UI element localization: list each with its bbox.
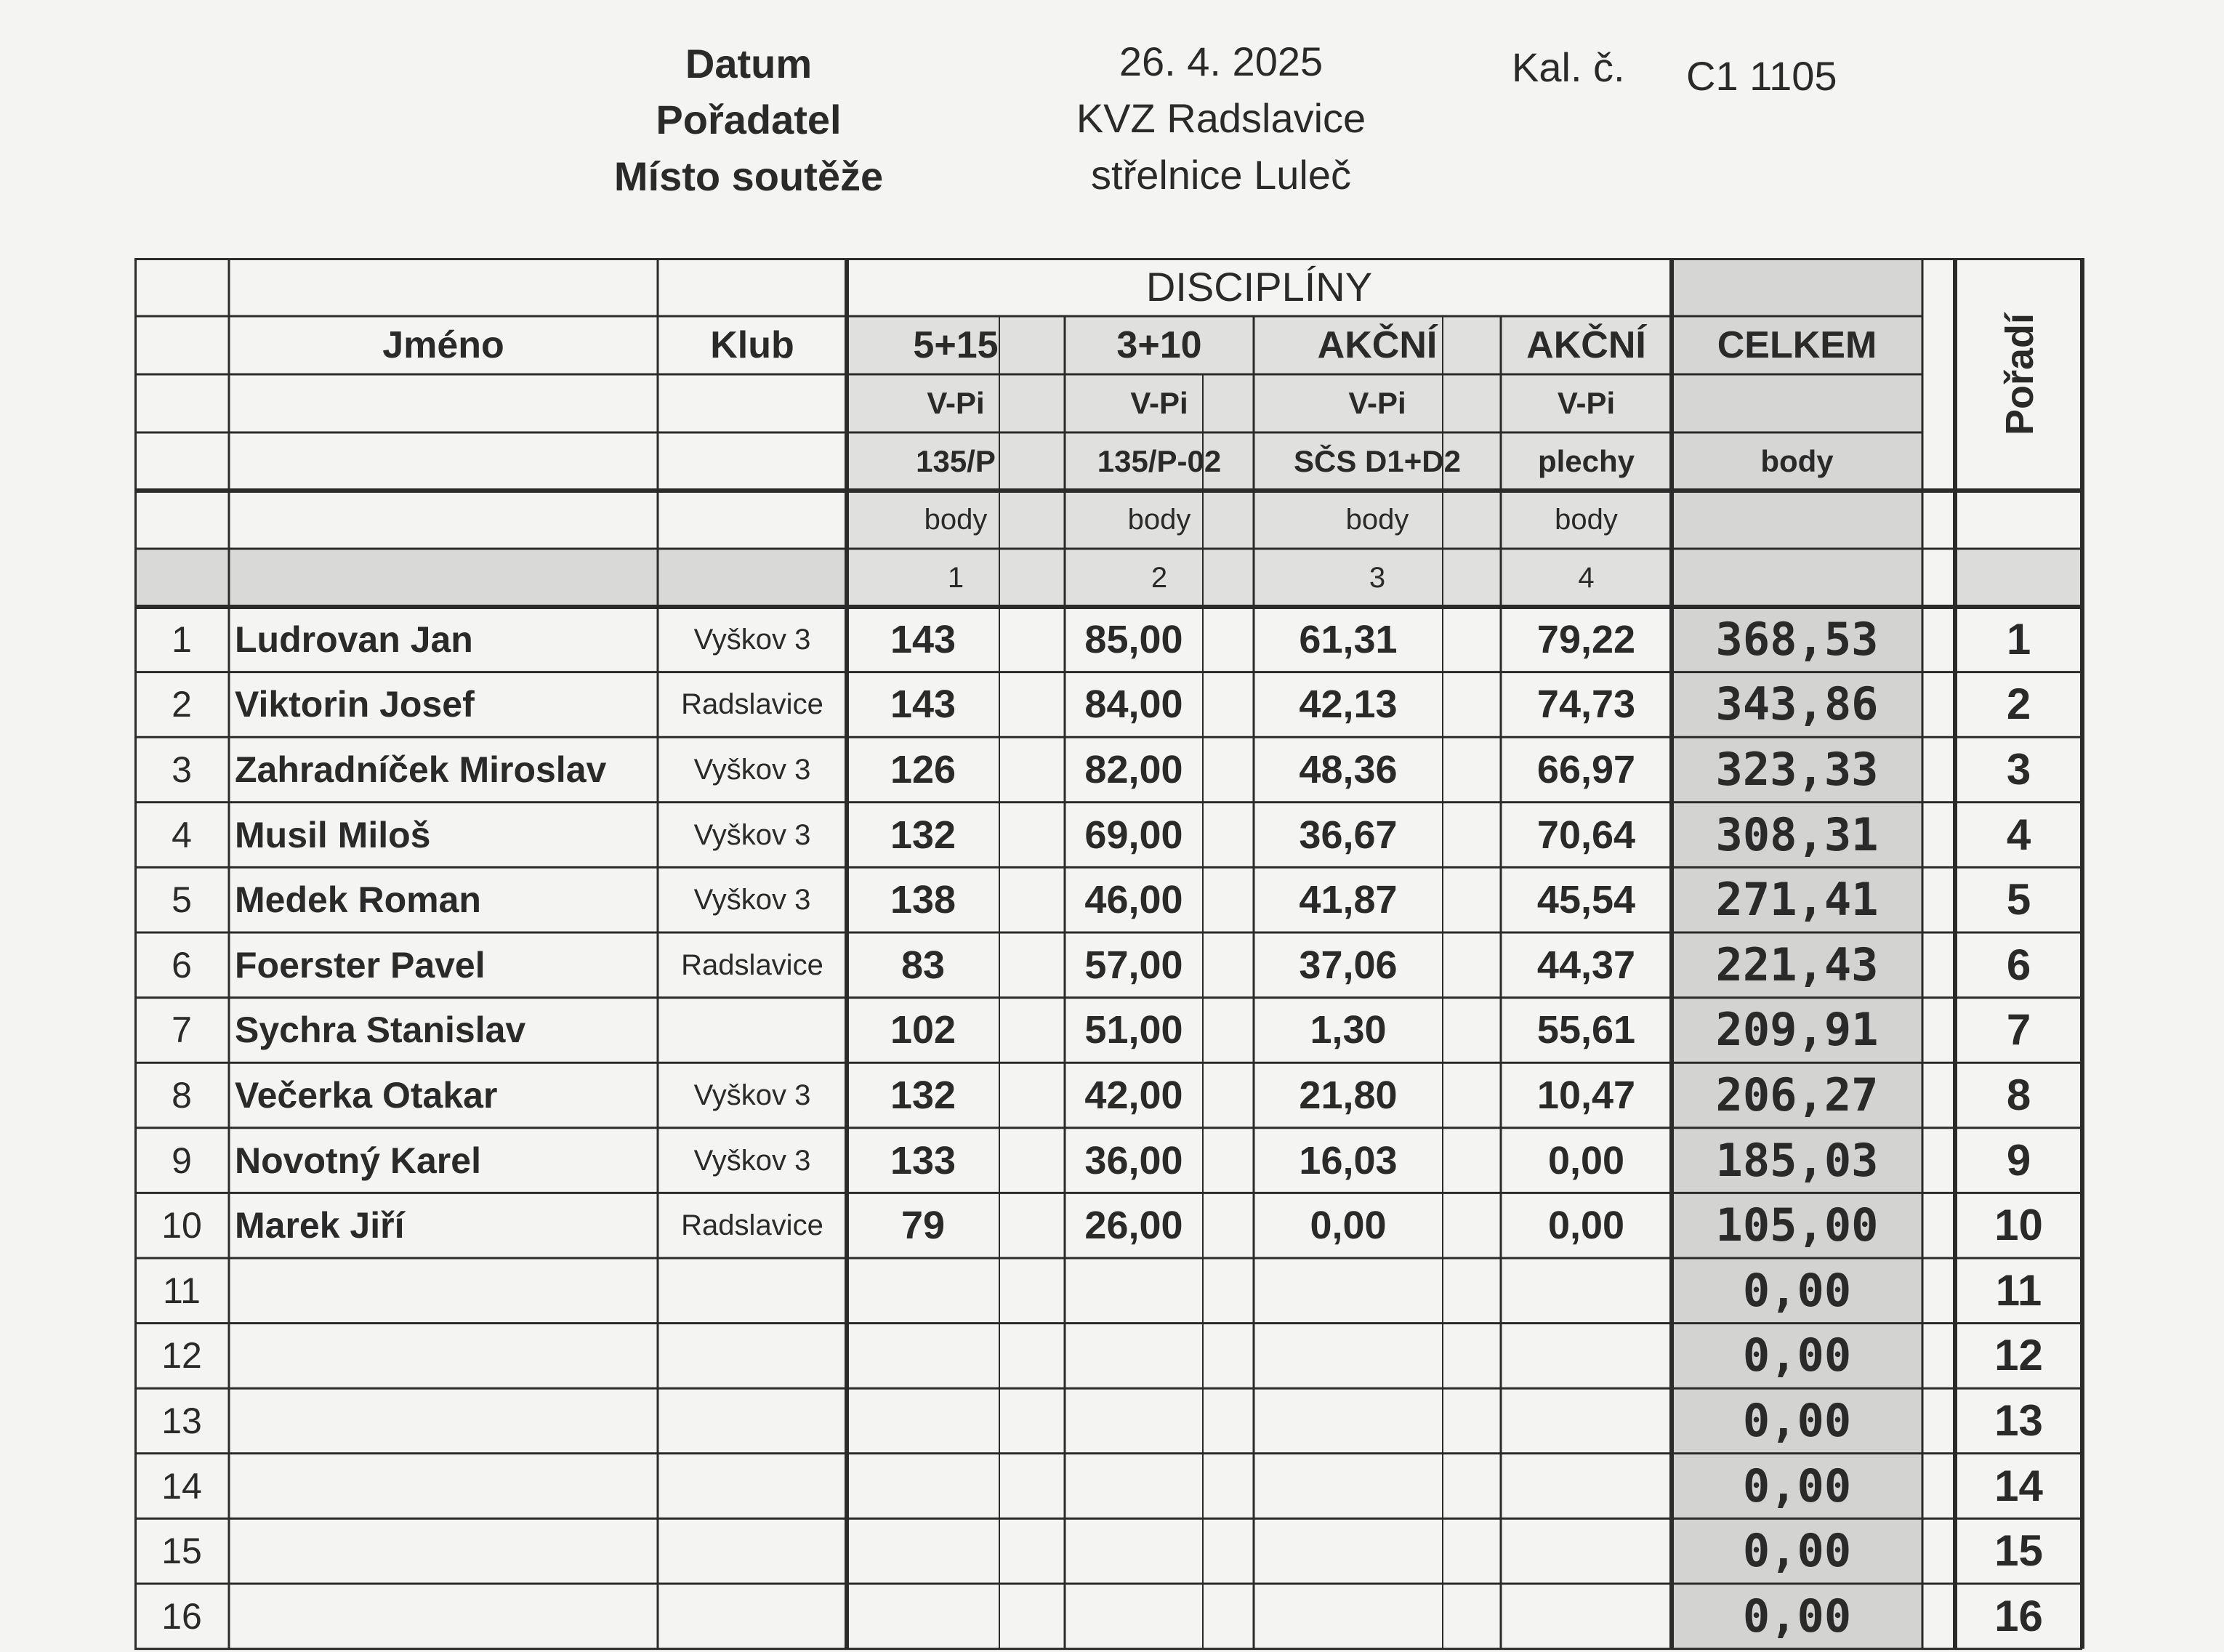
score-total: 0,00 [1742, 1524, 1852, 1578]
competitor-name [229, 1258, 664, 1323]
discipline-2-code: 135/P-02 [1097, 444, 1222, 478]
score-discipline-2 [1050, 1323, 1217, 1389]
score-discipline-1: 143 [890, 617, 956, 661]
discipline-1-code: 135/P [916, 444, 996, 478]
organizer-value: KVZ Radslavice [1076, 95, 1366, 141]
score-total: 323,33 [1715, 742, 1879, 796]
rank-shade [1955, 549, 2082, 607]
competitor-name [229, 1518, 664, 1584]
score-discipline-3: 21,80 [1299, 1073, 1398, 1117]
competitor-name: Sychra Stanislav [235, 1010, 526, 1051]
row-index: 16 [161, 1595, 202, 1637]
score-total: 308,31 [1715, 807, 1879, 861]
discipline-4-name: AKČNÍ [1526, 324, 1646, 366]
score-discipline-1: 79 [901, 1204, 946, 1248]
score-discipline-2: 69,00 [1084, 813, 1183, 857]
score-total: 0,00 [1742, 1393, 1852, 1447]
discipline-4-code: plechy [1537, 444, 1635, 478]
score-discipline-2: 85,00 [1084, 617, 1183, 661]
col-club-header: Klub [710, 324, 794, 366]
competitor-name: Ludrovan Jan [235, 619, 473, 660]
competitor-club: Radslavice [681, 948, 823, 981]
score-discipline-4: 66,97 [1536, 747, 1636, 791]
col-rank-header: Pořadí [1998, 313, 2042, 436]
score-discipline-2 [1050, 1584, 1217, 1649]
row-index: 11 [163, 1270, 201, 1311]
rank-value: 3 [2006, 744, 2031, 794]
score-discipline-3: 48,36 [1299, 747, 1398, 791]
row-index: 12 [161, 1335, 202, 1377]
row-index: 8 [172, 1074, 192, 1116]
score-discipline-2: 84,00 [1084, 682, 1183, 727]
row-index: 2 [172, 684, 192, 725]
score-discipline-2: 82,00 [1084, 747, 1183, 791]
score-discipline-2 [1050, 1258, 1217, 1323]
score-discipline-4 [1501, 1323, 1672, 1389]
competitor-club [658, 1323, 847, 1389]
score-discipline-3: 37,06 [1299, 943, 1398, 987]
score-discipline-2: 51,00 [1084, 1008, 1183, 1052]
competitor-club: Vyškov 3 [693, 1144, 811, 1177]
rank-value: 2 [2006, 680, 2031, 729]
rank-value: 9 [2006, 1135, 2031, 1185]
score-discipline-2 [1050, 1454, 1217, 1519]
score-total: 343,86 [1715, 677, 1879, 731]
discipline-3-name: AKČNÍ [1317, 324, 1438, 366]
competitor-name: Medek Roman [235, 879, 481, 921]
score-discipline-3 [1254, 1454, 1443, 1519]
score-discipline-3 [1254, 1323, 1443, 1389]
rank-value: 4 [2006, 810, 2031, 859]
score-total: 185,03 [1715, 1133, 1879, 1187]
score-discipline-1: 83 [901, 943, 946, 987]
score-discipline-4: 79,22 [1536, 617, 1636, 661]
score-discipline-1 [847, 1454, 999, 1519]
score-total: 0,00 [1742, 1589, 1852, 1643]
score-total: 206,27 [1715, 1068, 1879, 1121]
competitor-name: Novotný Karel [235, 1140, 481, 1181]
discipline-2-number: 2 [1151, 562, 1168, 594]
rank-value: 5 [2006, 875, 2031, 924]
row-index: 13 [161, 1400, 202, 1441]
score-discipline-1: 132 [890, 813, 956, 857]
discipline-3-type: V-Pi [1348, 386, 1406, 420]
competitor-name: Marek Jiří [235, 1205, 405, 1246]
organizer-label: Pořadatel [656, 97, 842, 142]
disciplines-title: DISCIPLÍNY [1145, 264, 1373, 310]
discipline-1-type: V-Pi [927, 386, 985, 420]
results-table [134, 258, 2097, 1652]
discipline-1-name: 5+15 [913, 324, 999, 366]
score-discipline-1 [847, 1518, 999, 1584]
score-discipline-4: 55,61 [1536, 1008, 1636, 1052]
rank-value: 10 [1994, 1201, 2043, 1250]
score-discipline-3 [1254, 1388, 1443, 1454]
competitor-name: Zahradníček Miroslav [235, 749, 607, 790]
competitor-name [229, 1454, 664, 1519]
rank-value: 12 [1994, 1331, 2043, 1380]
row-index: 15 [161, 1531, 202, 1572]
score-discipline-3: 61,31 [1299, 617, 1398, 661]
rank-value: 7 [2006, 1005, 2031, 1055]
score-discipline-3: 16,03 [1299, 1138, 1398, 1182]
score-discipline-3: 41,87 [1299, 878, 1398, 922]
competitor-name [229, 1323, 664, 1389]
rank-value: 14 [1994, 1461, 2043, 1510]
row-index: 7 [172, 1010, 192, 1051]
score-discipline-1 [847, 1584, 999, 1649]
score-discipline-4: 0,00 [1547, 1204, 1625, 1248]
score-total: 271,41 [1715, 873, 1879, 927]
competitor-club: Vyškov 3 [693, 753, 811, 786]
col-name-header: Jméno [382, 324, 504, 366]
score-discipline-4: 10,47 [1536, 1073, 1636, 1117]
score-discipline-1: 126 [890, 747, 956, 791]
discipline-2-name: 3+10 [1116, 324, 1202, 366]
row-index: 9 [172, 1140, 192, 1181]
score-discipline-4: 74,73 [1536, 682, 1636, 727]
discipline-2-unit: body [1127, 504, 1191, 536]
score-discipline-3 [1254, 1518, 1443, 1584]
date-label: Datum [685, 41, 813, 86]
rank-value: 13 [1994, 1395, 2043, 1445]
rank-value: 15 [1994, 1526, 2043, 1576]
score-discipline-3: 42,13 [1299, 682, 1398, 727]
competitor-club [658, 1258, 847, 1323]
score-discipline-4 [1501, 1258, 1672, 1323]
score-total: 0,00 [1742, 1263, 1852, 1317]
score-total: 221,43 [1715, 938, 1879, 991]
discipline-1-number: 1 [947, 562, 964, 594]
score-discipline-1: 132 [890, 1073, 956, 1117]
competitor-name: Večerka Otakar [235, 1074, 498, 1116]
score-discipline-1: 143 [890, 682, 956, 727]
discipline-3-code: SČS D1+D2 [1294, 444, 1461, 478]
score-discipline-1: 138 [890, 878, 956, 922]
score-discipline-4: 44,37 [1536, 943, 1636, 987]
competitor-club: Radslavice [681, 1209, 823, 1242]
score-discipline-2 [1050, 1388, 1217, 1454]
score-discipline-3: 36,67 [1299, 813, 1398, 857]
date-value: 26. 4. 2025 [1119, 39, 1323, 84]
row-index: 6 [172, 944, 192, 986]
competitor-name: Viktorin Josef [235, 684, 475, 725]
competitor-club [658, 1388, 847, 1454]
score-discipline-4: 70,64 [1536, 813, 1636, 857]
competitor-name: Foerster Pavel [235, 944, 486, 986]
discipline-4-number: 4 [1578, 562, 1595, 594]
row-index: 5 [172, 879, 192, 921]
header-shade [134, 549, 847, 607]
row-index: 14 [161, 1465, 202, 1507]
calendar-label: Kal. č. [1512, 44, 1625, 90]
competitor-club: Vyškov 3 [693, 1079, 811, 1111]
rank-value: 8 [2006, 1070, 2031, 1119]
score-total: 0,00 [1742, 1459, 1852, 1512]
discipline-3-unit: body [1345, 504, 1409, 536]
rank-value: 1 [2006, 614, 2031, 664]
score-discipline-4: 45,54 [1536, 878, 1636, 922]
score-discipline-2: 46,00 [1084, 878, 1183, 922]
score-discipline-2: 36,00 [1084, 1138, 1183, 1182]
score-total: 0,00 [1742, 1329, 1852, 1382]
score-total: 209,91 [1715, 1003, 1879, 1057]
competitor-club [658, 998, 847, 1063]
discipline-4-type: V-Pi [1557, 386, 1616, 420]
score-discipline-1 [847, 1323, 999, 1389]
score-discipline-3 [1254, 1584, 1443, 1649]
competitor-name [229, 1388, 664, 1454]
score-discipline-4 [1501, 1584, 1672, 1649]
competitor-club [658, 1518, 847, 1584]
score-discipline-2: 42,00 [1084, 1073, 1183, 1117]
score-discipline-3: 1,30 [1310, 1008, 1387, 1052]
discipline-3-number: 3 [1369, 562, 1386, 594]
score-discipline-4: 0,00 [1547, 1138, 1625, 1182]
row-index: 1 [172, 619, 192, 660]
col-total-unit: body [1760, 444, 1834, 478]
venue-label: Místo soutěže [613, 153, 884, 199]
competitor-club: Vyškov 3 [693, 623, 811, 656]
score-discipline-1: 102 [890, 1008, 956, 1052]
score-discipline-3 [1254, 1258, 1443, 1323]
rank-value: 16 [1994, 1591, 2043, 1640]
score-discipline-2: 57,00 [1084, 943, 1183, 987]
score-discipline-1: 133 [890, 1138, 956, 1182]
competitor-club: Vyškov 3 [693, 884, 811, 916]
competitor-club: Vyškov 3 [693, 818, 811, 851]
row-index: 4 [172, 814, 192, 855]
score-discipline-2: 26,00 [1084, 1204, 1183, 1248]
discipline-4-unit: body [1555, 504, 1618, 536]
col-total-header: CELKEM [1717, 324, 1877, 366]
competitor-name: Musil Miloš [235, 814, 431, 855]
competitor-club: Radslavice [681, 688, 823, 721]
score-discipline-4 [1501, 1388, 1672, 1454]
venue-value: střelnice Luleč [1091, 152, 1351, 198]
score-total: 368,53 [1715, 612, 1879, 666]
score-discipline-1 [847, 1258, 999, 1323]
score-discipline-2 [1050, 1518, 1217, 1584]
competitor-club [658, 1584, 847, 1649]
score-discipline-3: 0,00 [1310, 1204, 1387, 1248]
score-total: 105,00 [1715, 1198, 1879, 1252]
score-discipline-4 [1501, 1518, 1672, 1584]
rank-value: 6 [2006, 940, 2031, 989]
row-index: 3 [172, 749, 192, 790]
rank-value: 11 [1995, 1265, 2042, 1315]
competitor-name [229, 1584, 664, 1649]
score-discipline-1 [847, 1388, 999, 1454]
score-discipline-4 [1501, 1454, 1672, 1519]
competitor-club [658, 1454, 847, 1519]
discipline-2-type: V-Pi [1130, 386, 1188, 420]
discipline-1-unit: body [924, 504, 988, 536]
calendar-value: C1 1105 [1686, 53, 1837, 99]
row-index: 10 [161, 1205, 202, 1246]
